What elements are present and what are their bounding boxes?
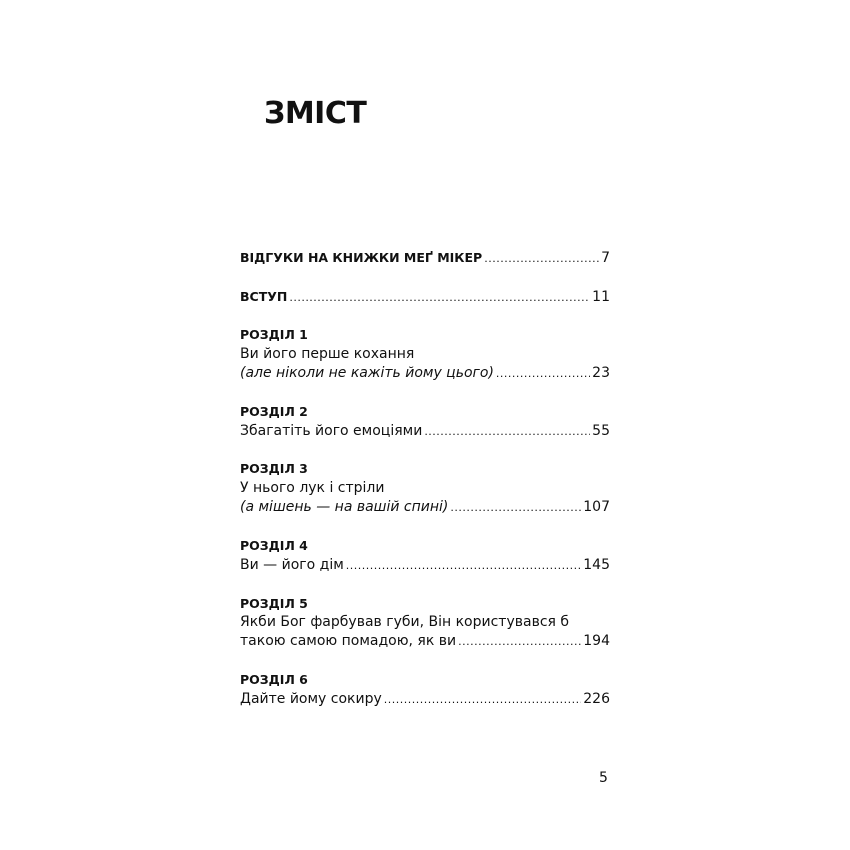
- toc-entry-chapter-1[interactable]: [240, 363, 610, 383]
- toc-entry-intro[interactable]: [240, 287, 610, 307]
- dot-leader: [424, 422, 590, 442]
- toc-entry-label: такою самою помадою, як ви: [240, 633, 457, 649]
- chapter-title-line[interactable]: У нього лук і стріли: [240, 480, 385, 496]
- toc-entry-label: (але ніколи не кажіть йому цього): [240, 365, 494, 381]
- toc-entry-label: Ви — його дім: [240, 557, 344, 573]
- dot-leader: [496, 364, 590, 384]
- toc-page-number: 145: [583, 557, 610, 573]
- toc-entry-chapter-2[interactable]: [240, 421, 610, 441]
- chapter-heading: РОЗДІЛ 1: [240, 327, 308, 342]
- dot-leader: [484, 249, 599, 269]
- chapter-title-line[interactable]: Якби Бог фарбував губи, Він користувався б: [240, 614, 570, 630]
- toc-entry-label: Дайте йому сокиру: [240, 691, 382, 707]
- toc-entry-chapter-3[interactable]: [240, 497, 610, 517]
- page-number: 5: [599, 770, 608, 786]
- toc-page-number: 11: [592, 289, 610, 305]
- chapter-heading: РОЗДІЛ 3: [240, 461, 308, 476]
- chapter-heading: РОЗДІЛ 5: [240, 596, 308, 611]
- toc-entry-reviews[interactable]: [240, 248, 610, 268]
- toc-page-number: 7: [601, 250, 610, 266]
- toc-entry-label: (а мішень — на вашій спині): [240, 499, 449, 515]
- page-title: ЗМІСТ: [264, 96, 367, 131]
- dot-leader: [384, 690, 581, 710]
- chapter-heading: РОЗДІЛ 2: [240, 404, 308, 419]
- toc-entry-chapter-6[interactable]: [240, 689, 610, 709]
- toc-page-number: 55: [592, 423, 610, 439]
- toc-page-number: 107: [583, 499, 610, 515]
- dot-leader: [458, 632, 581, 652]
- toc-page-number: 226: [583, 691, 610, 707]
- toc-entry-label: ВІДГУКИ НА КНИЖКИ МЕҐ МІКЕР: [240, 250, 483, 265]
- chapter-heading: РОЗДІЛ 6: [240, 672, 308, 687]
- toc-page-number: 23: [592, 365, 610, 381]
- chapter-heading: РОЗДІЛ 4: [240, 538, 308, 553]
- chapter-title-line[interactable]: Ви його перше кохання: [240, 346, 415, 362]
- dot-leader: [450, 498, 581, 518]
- toc-entry-label: ВСТУП: [240, 289, 288, 304]
- dot-leader: [289, 288, 590, 308]
- toc-entry-label: Збагатіть його емоціями: [240, 423, 423, 439]
- toc-entry-chapter-4[interactable]: [240, 555, 610, 575]
- dot-leader: [346, 556, 581, 576]
- toc-entry-chapter-5[interactable]: [240, 631, 610, 651]
- toc-page-number: 194: [583, 633, 610, 649]
